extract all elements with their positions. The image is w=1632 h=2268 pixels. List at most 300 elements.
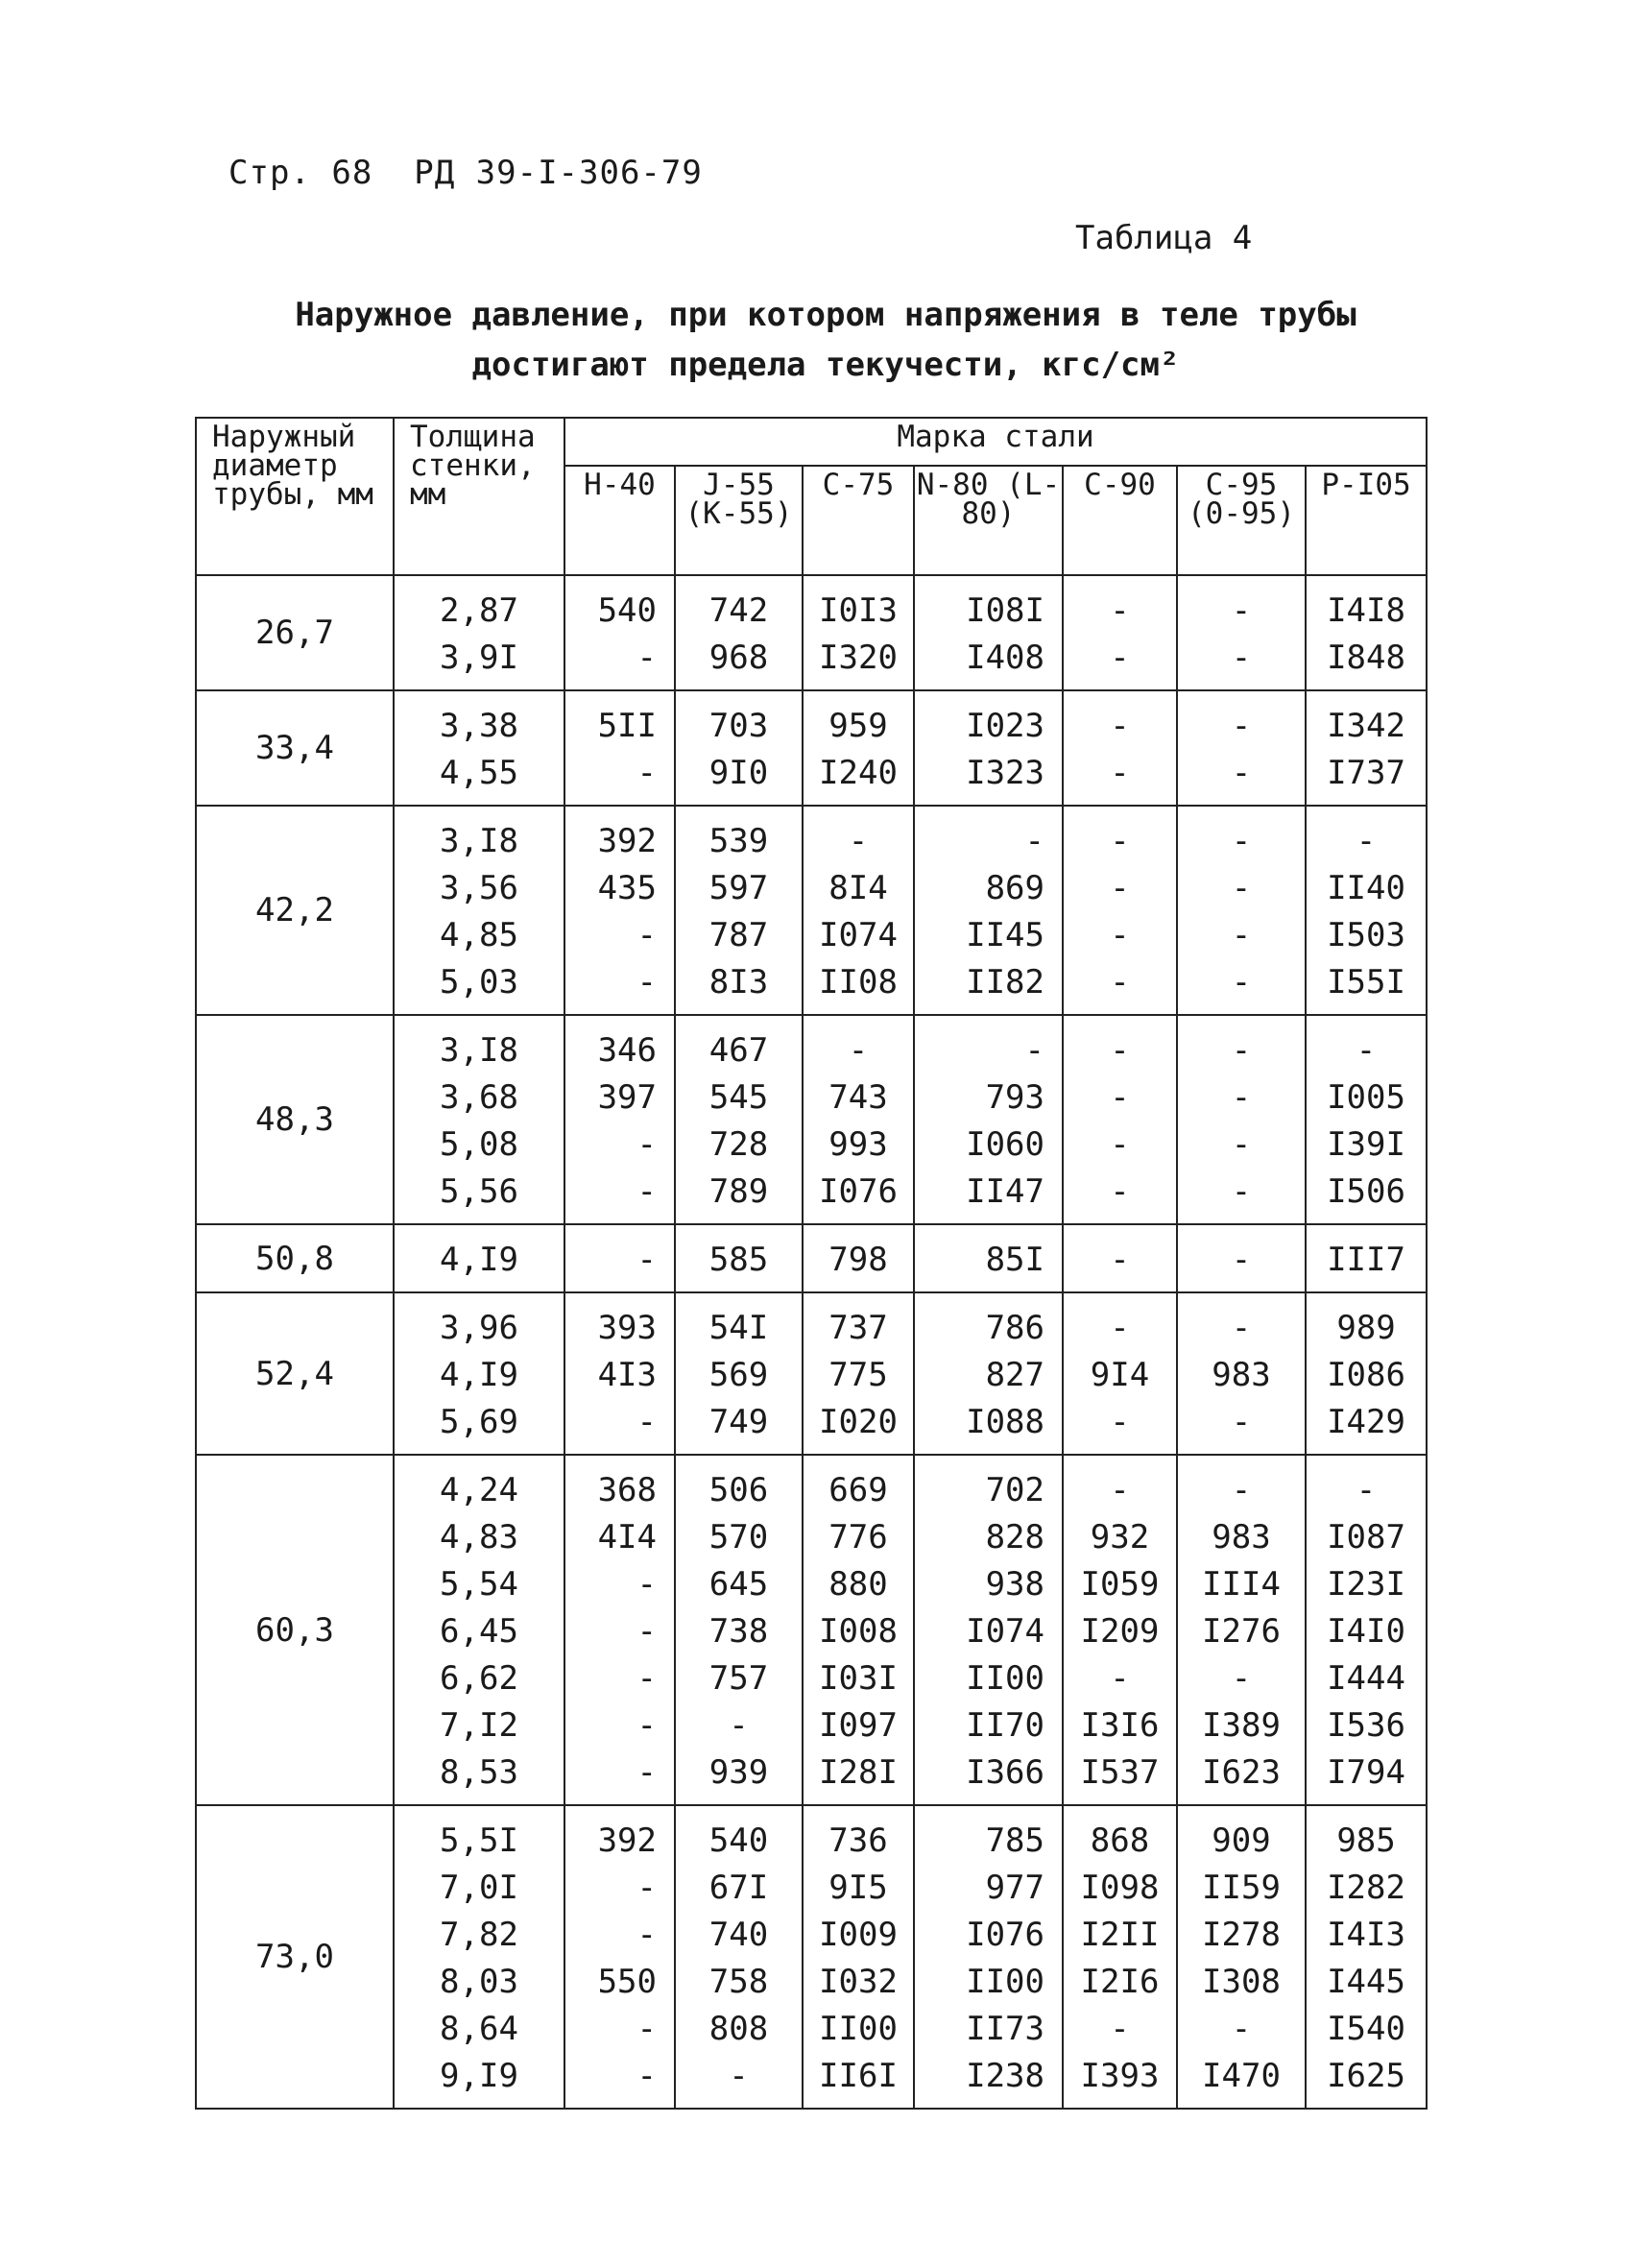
pressure-value: I009 [819,1916,898,1954]
table-caption-line-2: достигают предела текучести, кгс/см² [471,346,1180,384]
pressure-value: I3I6 [1080,1706,1160,1745]
pressure-value: 540 [597,591,657,630]
wall-thickness-value: 7,I2 [440,1706,518,1745]
pressure-value: I4I8 [1327,591,1405,630]
wall-thickness-value: 4,83 [440,1518,518,1556]
wall-thickness-value: 3,9I [440,639,518,677]
pressure-cell [1306,806,1427,1015]
pressure-value: - [1110,591,1130,630]
pressure-value: 939 [708,1753,769,1792]
wall-thickness-value: 6,62 [440,1659,518,1698]
pressure-value: I240 [819,754,898,792]
pressure-cell [914,1224,1063,1292]
wall-thickness-value: 4,85 [440,916,518,954]
pressure-value: - [1110,916,1130,954]
pressure-value: - [636,916,657,954]
pressure-value: I087 [1327,1518,1405,1556]
table-body [196,575,1427,2109]
pressure-value: - [636,2057,657,2095]
wall-thickness-value: 8,64 [440,2010,518,2048]
wall-thickness-value: 2,87 [440,591,518,630]
table-row-group [196,1455,1427,1805]
pressure-value: 8I4 [828,869,888,907]
header-grade: С-90 [1063,466,1177,575]
pressure-cell [914,806,1063,1015]
pressure-value: 545 [708,1078,769,1117]
pressure-cell [1063,1292,1177,1455]
pressure-value: I323 [966,754,1044,792]
pressure-value: 743 [828,1078,888,1117]
pressure-value: I03I [819,1659,898,1698]
wall-thickness-value: 4,I9 [440,1356,518,1394]
pressure-cell [675,1292,803,1455]
pressure-value: - [1356,1471,1377,1509]
wall-thickness-value: 5,08 [440,1125,518,1164]
pressure-cell [914,1015,1063,1224]
document-code: РД 39-I-306-79 [414,154,703,192]
wall-thickness-cell [394,690,564,806]
pressure-cell [1063,575,1177,690]
pressure-cell [564,575,675,690]
header-grade: Р-I05 [1306,466,1427,575]
pressure-value: 368 [597,1471,657,1509]
pressure-value: - [1231,1659,1252,1698]
pressure-value: 869 [985,869,1044,907]
pressure-value: 828 [985,1518,1044,1556]
pressure-value: 669 [828,1471,888,1509]
pressure-cell [803,690,914,806]
pressure-value: II00 [819,2010,898,2048]
outer-diameter-cell: 48,3 [196,1015,394,1224]
pressure-value: 938 [985,1565,1044,1604]
pressure-value: II40 [1327,869,1405,907]
pressure-value: - [636,1241,657,1279]
pressure-value: I005 [1327,1078,1405,1117]
pressure-value: - [636,963,657,1001]
pressure-value: I0I3 [819,591,898,630]
pressure-value: I098 [1080,1869,1160,1907]
pressure-value: 397 [597,1078,657,1117]
pressure-value: 983 [1212,1518,1271,1556]
pressure-value: - [636,1753,657,1792]
pressure-value: 789 [708,1172,769,1211]
pressure-value: - [1231,916,1252,954]
pressure-cell [1063,1455,1177,1805]
pressure-value: 742 [708,591,769,630]
wall-thickness-value: 8,03 [440,1963,518,2001]
pressure-cell [803,1224,914,1292]
pressure-value: II73 [966,2010,1044,2048]
pressure-cell [1177,575,1306,690]
pressure-value: I28I [819,1753,898,1792]
pressure-value: I020 [819,1403,898,1441]
pressure-cell [1063,1805,1177,2109]
page-header [228,154,703,192]
pressure-value: I366 [966,1753,1044,1792]
header-diameter: Наружный диаметр трубы, мм [196,418,394,575]
pressure-value: 749 [708,1403,769,1441]
outer-diameter-cell: 73,0 [196,1805,394,2109]
pressure-value: - [848,822,869,860]
pressure-value: 868 [1090,1822,1150,1860]
pressure-cell [564,1292,675,1455]
table-label: Таблица 4 [1075,219,1253,257]
pressure-value: 597 [708,869,769,907]
pressure-value: I737 [1327,754,1405,792]
pressure-value: I074 [819,916,898,954]
pressure-cell [1306,1015,1427,1224]
pressure-value: - [1231,591,1252,630]
pressure-value: I276 [1202,1612,1281,1651]
pressure-value: I320 [819,639,898,677]
pressure-cell [675,1015,803,1224]
pressure-cell [564,1805,675,2109]
pressure-cell [1306,1292,1427,1455]
pressure-value: - [1231,707,1252,745]
pressure-value: II08 [819,963,898,1001]
pressure-cell [914,575,1063,690]
pressure-value: 645 [708,1565,769,1604]
pressure-value: I076 [966,1916,1044,1954]
pressure-value: I625 [1327,2057,1405,2095]
pressure-cell [1063,1224,1177,1292]
pressure-value: 977 [985,1869,1044,1907]
table-row-group [196,1805,1427,2109]
pressure-value: - [1231,1403,1252,1441]
pressure-value: - [1110,707,1130,745]
wall-thickness-value: 5,56 [440,1172,518,1211]
pressure-value: - [1356,1031,1377,1070]
wall-thickness-value: 8,53 [440,1753,518,1792]
pressure-value: - [1231,869,1252,907]
outer-diameter-cell: 50,8 [196,1224,394,1292]
wall-thickness-cell [394,1015,564,1224]
pressure-value: II59 [1202,1869,1281,1907]
pressure-value: I39I [1327,1125,1405,1164]
pressure-value: - [1231,963,1252,1001]
wall-thickness-value: 9,I9 [440,2057,518,2095]
header-steel-grade: Марка стали [564,418,1427,466]
pressure-cell [564,1224,675,1292]
table-row-group [196,690,1427,806]
table-row-group [196,1292,1427,1455]
wall-thickness-value: 3,56 [440,869,518,907]
pressure-value: - [729,1706,749,1745]
pressure-value: - [1110,1125,1130,1164]
wall-thickness-cell [394,1292,564,1455]
pressure-value: I470 [1202,2057,1281,2095]
pressure-value: 54I [708,1309,769,1347]
outer-diameter-cell: 52,4 [196,1292,394,1455]
pressure-cell [803,575,914,690]
pressure-cell [675,1224,803,1292]
pressure-value: - [636,2010,657,2048]
wall-thickness-value: 3,38 [440,707,518,745]
pressure-value: - [1231,1031,1252,1070]
pressure-cell [1177,1224,1306,1292]
table-caption-line-1: Наружное давление, при котором напряжения в теле трубы [295,296,1356,334]
pressure-value: - [1110,1078,1130,1117]
wall-thickness-cell [394,575,564,690]
pressure-cell [675,690,803,806]
pressure-value: III4 [1202,1565,1281,1604]
pressure-cell [1306,1805,1427,2109]
pressure-value: - [636,1403,657,1441]
header-grade: С-75 [803,466,914,575]
pressure-value: - [1110,1403,1130,1441]
pressure-value: II00 [966,1963,1044,2001]
pressure-value: 506 [708,1471,769,1509]
pressure-value: I23I [1327,1565,1405,1604]
page-number: Стр. 68 [228,154,373,192]
pressure-value: 9I0 [708,754,769,792]
pressure-value: - [1110,1659,1130,1698]
pressure-cell [1177,1292,1306,1455]
wall-thickness-value: 3,I8 [440,822,518,860]
pressure-cell [914,690,1063,806]
outer-diameter-cell: 26,7 [196,575,394,690]
pressure-value: 993 [828,1125,888,1164]
pressure-value: 540 [708,1822,769,1860]
pressure-value: I794 [1327,1753,1405,1792]
pressure-value: - [1024,1031,1044,1070]
pressure-value: 776 [828,1518,888,1556]
pressure-value: I238 [966,2057,1044,2095]
wall-thickness-value: 3,68 [440,1078,518,1117]
table-row-group [196,806,1427,1015]
pressure-value: - [1110,754,1130,792]
pressure-value: - [1110,963,1130,1001]
pressure-value: 785 [985,1822,1044,1860]
pressure-value: I393 [1080,2057,1160,2095]
pressure-value: 67I [708,1869,769,1907]
pressure-value: I429 [1327,1403,1405,1441]
pressure-value: I008 [819,1612,898,1651]
pressure-value: I308 [1202,1963,1281,2001]
pressure-value: 758 [708,1963,769,2001]
header-grade: J-55 (К-55) [675,466,803,575]
pressure-value: II82 [966,963,1044,1001]
wall-thickness-cell [394,1224,564,1292]
wall-thickness-cell [394,806,564,1015]
pressure-value: 787 [708,916,769,954]
pressure-value: 393 [597,1309,657,1347]
pressure-cell [914,1292,1063,1455]
pressure-value: - [729,2057,749,2095]
wall-thickness-value: 4,I9 [440,1241,518,1279]
pressure-value: - [1231,1241,1252,1279]
pressure-value: - [1231,1125,1252,1164]
pressure-value: I540 [1327,2010,1405,2048]
pressure-value: 989 [1336,1309,1396,1347]
pressure-value: 808 [708,2010,769,2048]
pressure-value: 983 [1212,1356,1271,1394]
pressure-value: 985 [1336,1822,1396,1860]
pressure-value: I536 [1327,1706,1405,1745]
pressure-value: - [636,1565,657,1604]
pressure-value: I097 [819,1706,898,1745]
wall-thickness-value: 4,24 [440,1471,518,1509]
header-grade: С-95 (0-95) [1177,466,1306,575]
pressure-value: - [636,1125,657,1164]
pressure-value: - [1231,754,1252,792]
pressure-value: I2II [1080,1916,1160,1954]
pressure-value: I2I6 [1080,1963,1160,2001]
pressure-cell [803,1455,914,1805]
pressure-value: - [1110,1471,1130,1509]
pressure-value: I278 [1202,1916,1281,1954]
outer-diameter-cell: 33,4 [196,690,394,806]
pressure-value: - [1110,2010,1130,2048]
wall-thickness-value: 5,54 [440,1565,518,1604]
pressure-value: - [1231,1172,1252,1211]
pressure-cell [675,1455,803,1805]
pressure-value: I537 [1080,1753,1160,1792]
wall-thickness-cell [394,1805,564,2109]
pressure-value: 798 [828,1241,888,1279]
pressure-value: I282 [1327,1869,1405,1907]
pressure-value: - [636,1869,657,1907]
pressure-value: 550 [597,1963,657,2001]
pressure-value: - [1110,1241,1130,1279]
pressure-value: 5II [597,707,657,745]
pressure-value: 757 [708,1659,769,1698]
pressure-value: 85I [985,1241,1044,1279]
pressure-value: - [1110,1172,1130,1211]
pressure-value: II00 [966,1659,1044,1698]
pressure-value: - [1231,2010,1252,2048]
pressure-value: - [636,1706,657,1745]
wall-thickness-value: 5,03 [440,963,518,1001]
pressure-cell [1177,1455,1306,1805]
pressure-value: I445 [1327,1963,1405,2001]
pressure-value: I408 [966,639,1044,677]
pressure-cell [803,1292,914,1455]
pressure-value: - [1110,639,1130,677]
pressure-value: I4I3 [1327,1916,1405,1954]
pressure-value: 703 [708,707,769,745]
pressure-value: I076 [819,1172,898,1211]
pressure-value: I444 [1327,1659,1405,1698]
pressure-value: I342 [1327,707,1405,745]
pressure-cell [803,806,914,1015]
outer-diameter-cell: 42,2 [196,806,394,1015]
pressure-cell [914,1455,1063,1805]
pressure-cell [675,575,803,690]
pressure-cell [1177,1805,1306,2109]
pressure-value: 9I4 [1090,1356,1150,1394]
pressure-value: 392 [597,1822,657,1860]
pressure-value: III7 [1327,1241,1405,1279]
pressure-value: - [1356,822,1377,860]
pressure-value: I209 [1080,1612,1160,1651]
pressure-value: II6I [819,2057,898,2095]
pressure-value: 793 [985,1078,1044,1117]
pressure-value: I059 [1080,1565,1160,1604]
pressure-value: - [1110,822,1130,860]
pressure-value: I060 [966,1125,1044,1164]
pressure-value: I074 [966,1612,1044,1651]
pressure-value: 786 [985,1309,1044,1347]
pressure-value: - [848,1031,869,1070]
wall-thickness-value: 4,55 [440,754,518,792]
pressure-value: - [1231,822,1252,860]
pressure-value: 959 [828,707,888,745]
pressure-value: 4I3 [597,1356,657,1394]
pressure-value: 435 [597,869,657,907]
pressure-cell [564,690,675,806]
pressure-value: I023 [966,707,1044,745]
pressure-value: 346 [597,1031,657,1070]
wall-thickness-value: 6,45 [440,1612,518,1651]
pressure-value: 737 [828,1309,888,1347]
pressure-value: - [636,1916,657,1954]
pressure-cell [675,1805,803,2109]
pressure-value: 968 [708,639,769,677]
pressure-cell [564,1455,675,1805]
pressure-value: II47 [966,1172,1044,1211]
pressure-value: 740 [708,1916,769,1954]
pressure-cell [803,1805,914,2109]
header-grade: Н-40 [564,466,675,575]
pressure-cell [1306,690,1427,806]
pressure-value: I086 [1327,1356,1405,1394]
pressure-value: 738 [708,1612,769,1651]
header-thickness: Толщина стенки, мм [394,418,564,575]
pressure-value: 4I4 [597,1518,657,1556]
pressure-value: - [1231,1471,1252,1509]
header-grade: N-80 (L-80) [914,466,1063,575]
pressure-value: - [636,1172,657,1211]
pressure-value: II70 [966,1706,1044,1745]
pressure-cell [564,1015,675,1224]
pressure-value: - [636,754,657,792]
pressure-cell [1177,806,1306,1015]
pressure-cell [1177,1015,1306,1224]
pressure-value: - [1110,1031,1130,1070]
pressure-value: - [1231,639,1252,677]
pressure-value: - [1110,869,1130,907]
pressure-value: II45 [966,916,1044,954]
pressure-cell [1063,1015,1177,1224]
pressure-value: 775 [828,1356,888,1394]
pressure-cell [1306,1455,1427,1805]
pressure-value: I623 [1202,1753,1281,1792]
wall-thickness-value: 5,5I [440,1822,518,1860]
pressure-value: - [1231,1309,1252,1347]
pressure-value: 932 [1090,1518,1150,1556]
wall-thickness-value: 7,82 [440,1916,518,1954]
wall-thickness-value: 7,0I [440,1869,518,1907]
pressure-cell [914,1805,1063,2109]
pressure-cell [675,806,803,1015]
pressure-value: 736 [828,1822,888,1860]
pressure-value: 9I5 [828,1869,888,1907]
pressure-value: I088 [966,1403,1044,1441]
pressure-value: - [1024,822,1044,860]
pressure-cell [1177,690,1306,806]
wall-thickness-cell [394,1455,564,1805]
pressure-value: 570 [708,1518,769,1556]
pressure-cell [1306,1224,1427,1292]
pressure-value: - [636,1612,657,1651]
pressure-value: 702 [985,1471,1044,1509]
pressure-value: I55I [1327,963,1405,1001]
pressure-value: I848 [1327,639,1405,677]
pressure-value: 827 [985,1356,1044,1394]
table-row-group [196,1015,1427,1224]
pressure-value: 728 [708,1125,769,1164]
